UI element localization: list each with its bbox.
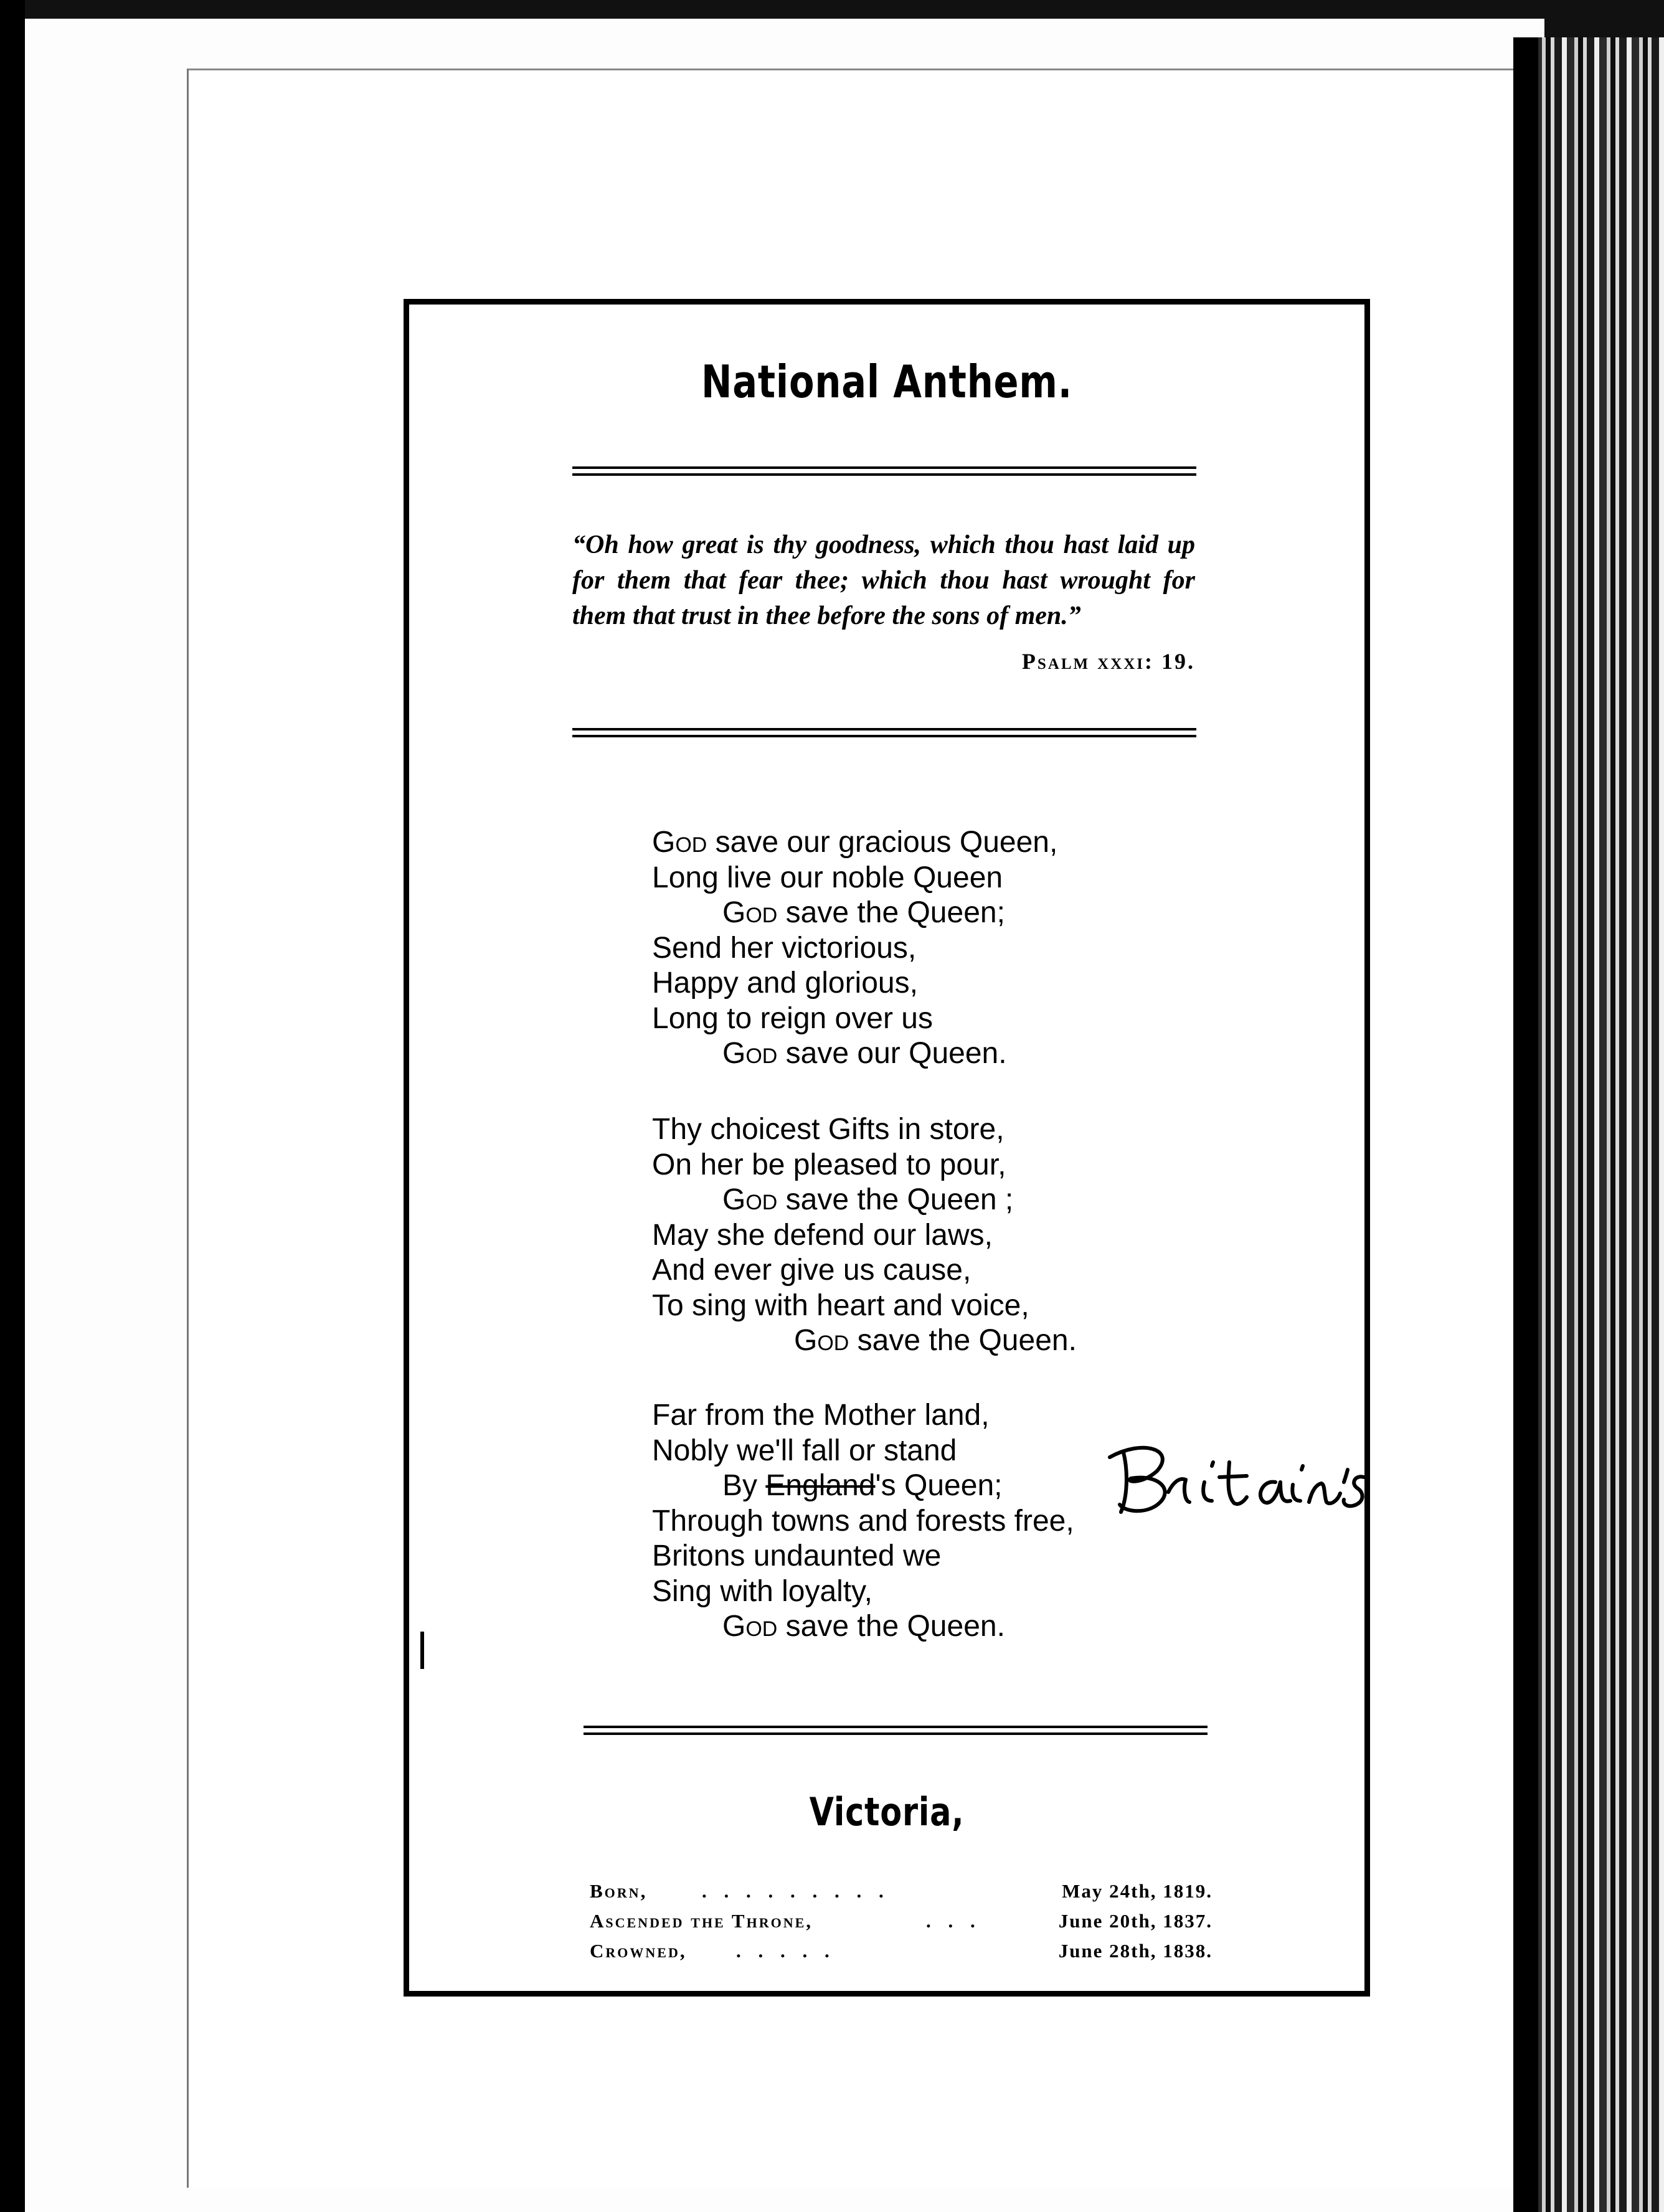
- verse-line: [652, 1253, 1077, 1288]
- date-row-crowned: [590, 1936, 1213, 1966]
- psalm-epigraph: “Oh how great is thy goodness, which thou hast laid up for them that fear thee; which thou hast wrought for them that trust in thee before the sons of men.”: [572, 531, 1195, 630]
- verse-line: [652, 1001, 1057, 1037]
- verse-text: Send her victorious,: [652, 931, 917, 965]
- verse-text: On her be pleased to pour,: [652, 1148, 1006, 1181]
- verse-text: save the Queen ;: [777, 1183, 1014, 1216]
- verse-line: [652, 966, 1057, 1001]
- victoria-dates: [590, 1876, 1213, 1966]
- verse-text: Happy and glorious,: [652, 967, 918, 1000]
- dot-leader: . . . . . . . . .: [702, 1880, 890, 1902]
- date-value: June 20th, 1837.: [1058, 1910, 1213, 1932]
- verse-line: [652, 896, 1057, 931]
- bordered-panel: [404, 299, 1370, 1997]
- frame-notch: [420, 1632, 424, 1669]
- verse-3: [652, 1398, 1074, 1645]
- verse-text: Long live our noble Queen: [652, 861, 1003, 894]
- verse-text: Nobly we'll fall or stand: [652, 1434, 957, 1467]
- book-spine-shadow: [1513, 37, 1538, 2212]
- verse-text: save our Queen.: [777, 1037, 1007, 1070]
- handwritten-correction: [1106, 1439, 1374, 1520]
- verse-2: [652, 1112, 1077, 1359]
- verse-text: By: [722, 1469, 766, 1502]
- victoria-title: Victoria,: [809, 1789, 965, 1835]
- verse-text: save our gracious Queen,: [707, 826, 1058, 859]
- double-rule: [572, 728, 1196, 739]
- anthem-title: National Anthem.: [701, 356, 1073, 408]
- dot-leader: . . . . .: [736, 1940, 836, 1962]
- verse-text: Through towns and forests free,: [652, 1504, 1074, 1538]
- verse-line: [652, 1112, 1077, 1148]
- verse-text: Far from the Mother land,: [652, 1399, 990, 1432]
- dot-leader: . . .: [926, 1910, 981, 1932]
- verse-text: Thy choicest Gifts in store,: [652, 1113, 1005, 1146]
- verse-line: [652, 1323, 1077, 1359]
- god-small-caps: God: [794, 1324, 849, 1357]
- verse-text: save the Queen.: [849, 1324, 1077, 1357]
- date-value: June 28th, 1838.: [1058, 1940, 1213, 1962]
- verse-line: [652, 825, 1057, 861]
- verse-text: save the Queen;: [777, 896, 1005, 929]
- verse-line: [652, 1539, 1074, 1574]
- verse-line: [652, 1398, 1074, 1434]
- verse-text: save the Queen.: [777, 1610, 1005, 1643]
- date-label: Crowned,: [590, 1940, 687, 1962]
- god-small-caps: God: [722, 1183, 778, 1216]
- verse-text: Britons undaunted we: [652, 1539, 942, 1572]
- verse-line: [652, 1609, 1074, 1645]
- verse-text: 's Queen;: [875, 1469, 1003, 1502]
- verse-line: [652, 1288, 1077, 1324]
- verse-line: [652, 1218, 1077, 1254]
- verse-line: [652, 1036, 1057, 1072]
- verse-line: [652, 1434, 1074, 1469]
- verse-line: [652, 1504, 1074, 1539]
- verse-line: [652, 1574, 1074, 1610]
- god-small-caps: God: [652, 826, 707, 859]
- verse-line: [652, 1468, 1074, 1504]
- god-small-caps: God: [722, 896, 778, 929]
- date-label: Ascended the Throne,: [590, 1910, 813, 1932]
- verse-line: [652, 1183, 1077, 1218]
- date-row-born: [590, 1876, 1213, 1906]
- verse-line: [652, 931, 1057, 967]
- verse-line: [652, 1148, 1077, 1183]
- verse-1: [652, 825, 1057, 1072]
- double-rule: [584, 1726, 1208, 1737]
- struck-word: England: [765, 1469, 876, 1502]
- scan-left-edge: [0, 0, 25, 2212]
- verse-text: May she defend our laws,: [652, 1218, 993, 1252]
- god-small-caps: God: [722, 1037, 778, 1070]
- verse-text: To sing with heart and voice,: [652, 1288, 1029, 1322]
- date-label: Born,: [590, 1880, 648, 1902]
- verse-text: Sing with loyalty,: [652, 1574, 872, 1608]
- psalm-reference: Psalm xxxi: 19.: [1021, 649, 1195, 674]
- verse-text: Long to reign over us: [652, 1001, 933, 1035]
- god-small-caps: God: [722, 1610, 778, 1643]
- date-row-ascended: [590, 1906, 1213, 1936]
- verse-text: And ever give us cause,: [652, 1254, 971, 1287]
- verse-line: [652, 861, 1057, 896]
- date-value: May 24th, 1819.: [1062, 1880, 1213, 1902]
- double-rule: [572, 466, 1196, 478]
